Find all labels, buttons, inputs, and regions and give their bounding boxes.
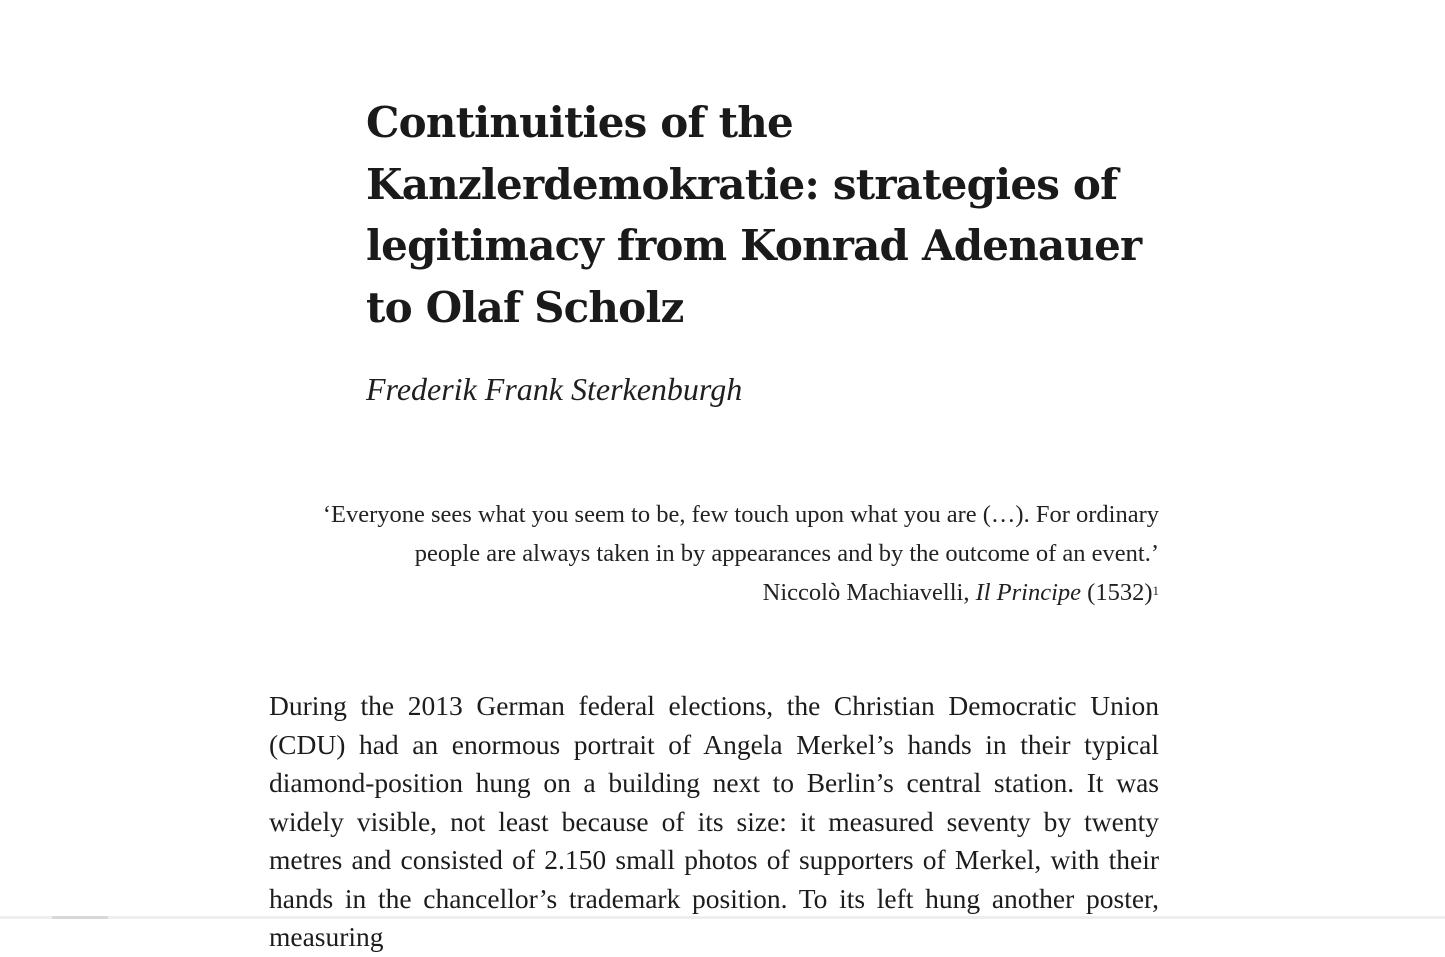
page-bottom-divider (0, 916, 1445, 919)
epigraph-attribution (280, 573, 1159, 612)
attribution-author: Niccolò Machiavelli, (762, 579, 970, 606)
epigraph-quote: ‘Everyone sees what you seem to be, few touch upon what you are (…). For ordinary people are always taken in by appearances and by the outcome of an event.’ (322, 501, 1159, 567)
article-title: Continuities of the Kanzlerdemokratie: strategies of legitimacy from Konrad Adenauer to Olaf Scholz (366, 98, 1142, 332)
footnote-reference[interactable]: 1 (1152, 583, 1159, 598)
attribution-work-title: Il Principe (975, 579, 1082, 606)
article-author: Frederik Frank Sterkenburgh (366, 371, 743, 407)
horizontal-scrollbar-thumb[interactable] (52, 916, 108, 919)
epigraph (280, 495, 1159, 612)
attribution-year: (1532) (1087, 579, 1153, 606)
body-paragraph: During the 2013 German federal elections, the Christian Democratic Union (CDU) had an enormous portrait of Angela Merkel’s hands in their typical diamond-position hung on a building next to Berlin’s central station. It was widely visible, not least because of its size: it measured seventy by twenty metres and consisted of 2.150 small photos of supporters of Merkel, with their hands in the chancellor’s trademark position. To its left hung another poster, measuring (269, 690, 1159, 952)
